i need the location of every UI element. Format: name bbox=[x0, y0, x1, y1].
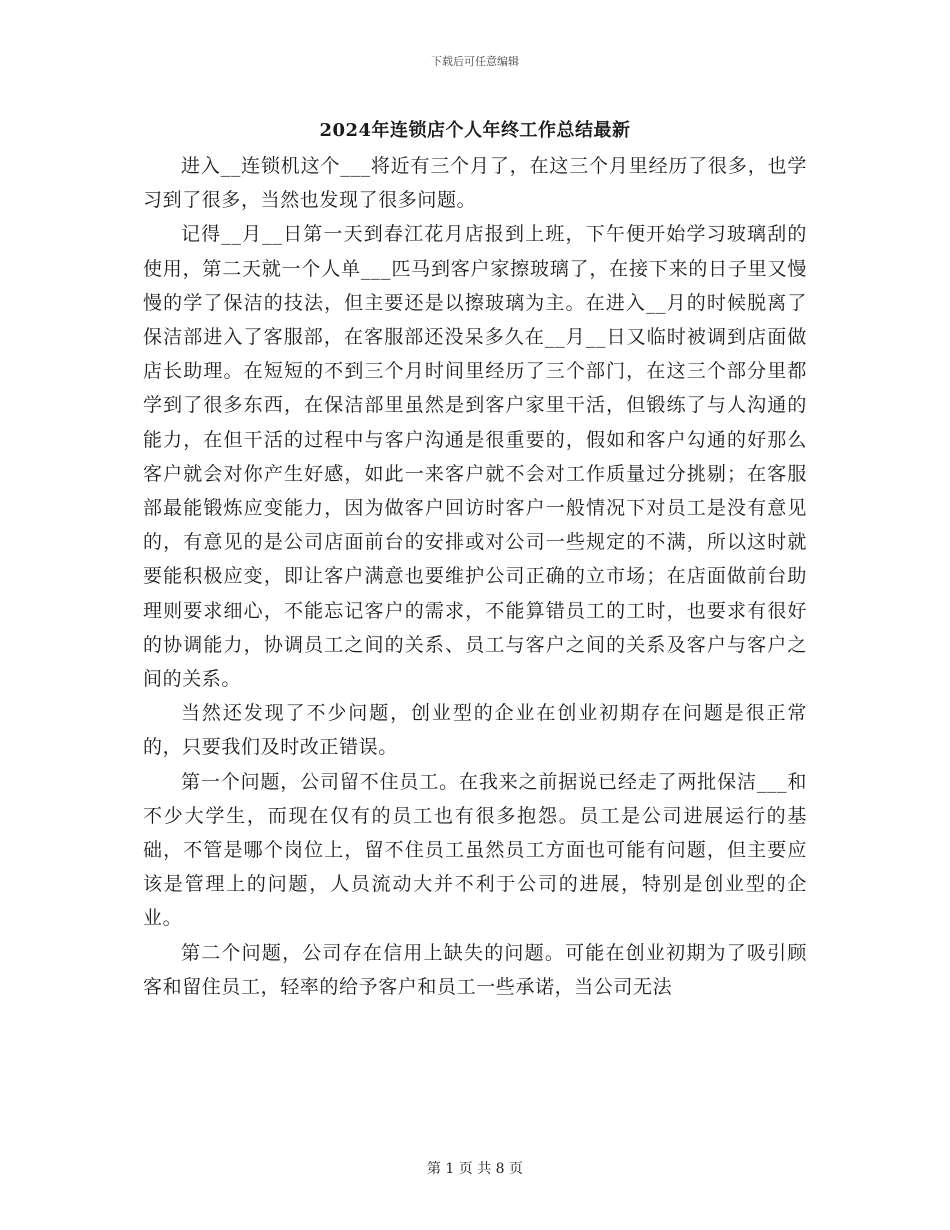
document-body bbox=[143, 149, 807, 1004]
paragraph: 第二个问题，公司存在信用上缺失的问题。可能在创业初期为了吸引顾客和留住员工，轻率的给予客户和员工一些承诺，当公司无法 bbox=[143, 941, 807, 998]
paragraph: 进入__连锁机这个___将近有三个月了，在这三个月里经历了很多，也学习到了很多，当然也发现了很多问题。 bbox=[143, 155, 807, 212]
paragraph: 当然还发现了不少问题，创业型的企业在创业初期存在问题是很正常的，只要我们及时改正错误。 bbox=[143, 702, 807, 759]
document-title: 2024年连锁店个人年终工作总结最新 bbox=[319, 120, 631, 141]
paragraph: 记得__月__日第一天到春江花月店报到上班，下午便开始学习玻璃刮的使用，第二天就一个人单___匹马到客户家擦玻璃了，在接下来的日子里又慢慢的学了保洁的技法，但主要还是以擦玻璃为主。在进入__月的时候脱离了保洁部进入了客服部，在客服部还没呆多久在__月__日又临时被调到店面做店长助理。在短短的不到三个月时间里经历了三个部门，在这三个部分里都学到了很多东西，在保洁部里虽然是到客户家里干活，但锻练了与人沟通的能力，在但干活的过程中与客户沟通是很重要的，假如和客户勾通的好那么客户就会对你产生好感，如此一来客户就不会对工作质量过分挑剔；在客服部最能锻炼应变能力，因为做客户回访时客户一般情况下对员工是没有意见的，有意见的是公司店面前台的安排或对公司一些规定的不满，所以这时就要能积极应变，即让客户满意也要维护公司正确的立市场；在店面做前台助理则要求细心，不能忘记客户的需求，不能算错员工的工时，也要求有很好的协调能力，协调员工之间的关系、员工与客户之间的关系及客户与客户之间的关系。 bbox=[143, 223, 807, 691]
paragraph: 第一个问题，公司留不住员工。在我来之前据说已经走了两批保洁___和不少大学生，而现在仅有的员工也有很多抱怨。员工是公司进展运行的基础，不管是哪个岗位上，留不住员工虽然员工方面也可能有问题，但主要应该是管理上的问题，人员流动大并不利于公司的进展，特别是创业型的企业。 bbox=[143, 770, 807, 930]
header-note: 下载后可任意编辑 bbox=[431, 55, 519, 68]
page-number-footer: 第 1 页 共 8 页 bbox=[426, 1161, 524, 1177]
